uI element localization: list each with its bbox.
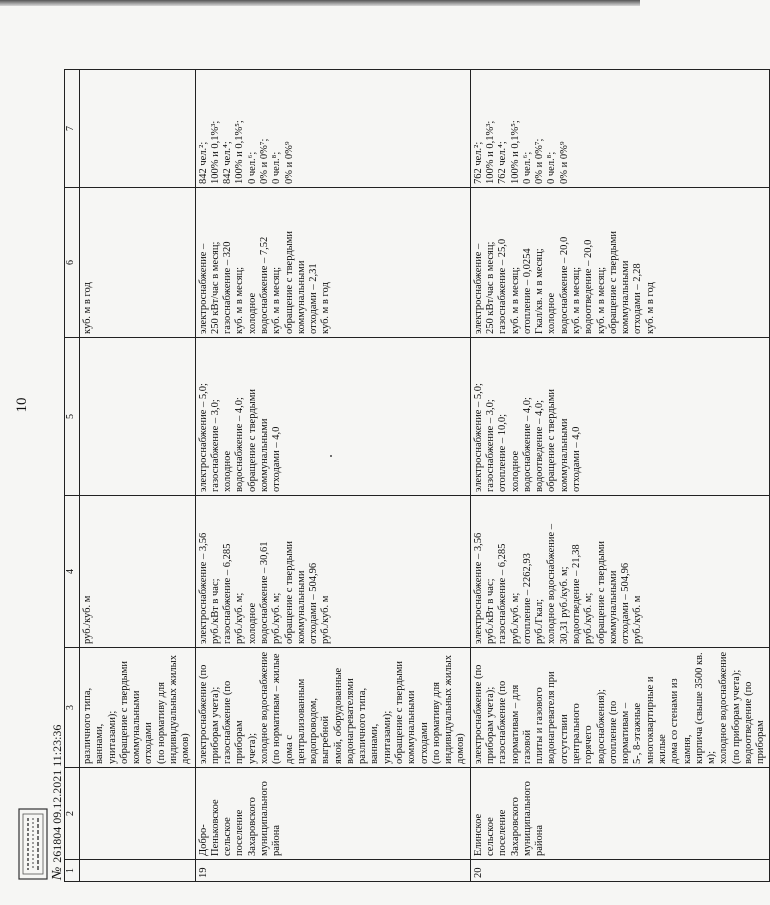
- cell-growth-index: [80, 338, 196, 496]
- cell-growth-index: электроснабжение – 5,0; газоснабжение – 3,0; отопление – 10,0; холодное водоснабжение – 4,0; водоотведение – 4,0; обращение с твердыми коммунальными отходами – 4,0: [470, 338, 770, 496]
- cell-population-share: [80, 70, 196, 188]
- header-cell-7: 7: [65, 70, 80, 188]
- cell-consumption: электроснабжение – 250 кВт/час в месяц; газоснабжение – 320 куб. м в месяц; холодное водоснабжение – 7,52 куб. м в месяц; обращение с твердыми коммунальными отходами – 2,31 куб. м в год: [195, 188, 470, 338]
- header-cell-3: 3: [65, 648, 80, 768]
- registry-stamp-line: [50, 725, 66, 880]
- table-row-continuation: [80, 70, 196, 882]
- cell-population-share: 842 чел.²; 100% и 0,1%³; 842 чел.⁴; 100% и 0,1%⁵; 0 чел.⁶; 0% и 0%⁷; 0 чел.⁸; 0% и 0%⁹: [195, 70, 470, 188]
- cell-services: электроснабжение (по приборам учета); газоснабжение (по нормативам – для газовой плиты и газового водонагревателя при отсутствии центрального горячего водоснабжения); отопление (по нормативам – 5-, 8-этажные многоквартирные и жилые дома со стенами из камня, кирпича (свыше 3500 кв. м); холодное водоснабжение (по приборам учета); водоотведение (по приборам: [470, 648, 770, 768]
- table-header-row: [65, 70, 80, 882]
- number-sign: №: [50, 866, 65, 880]
- cell-consumption: электроснабжение – 250 кВт/час в месяц; газоснабжение – 25,0 куб. м в месяц; отопление – 0,0254 Гкал/кв. м в месяц; холодное водоснабжение – 20,0 куб. м в месяц; водоотведение – 20,0 куб. м в месяц; обращение с твердыми коммунальными отходами – 2,28 куб. м в год: [470, 188, 770, 338]
- scan-speck: [330, 455, 332, 457]
- header-cell-4: 4: [65, 496, 80, 648]
- rotated-table-container: [64, 70, 767, 882]
- cell-tariffs: руб./куб. м: [80, 496, 196, 648]
- cell-growth-index: электроснабжение – 5,0; газоснабжение – 3,0; холодное водоснабжение – 4,0; обращение с твердыми коммунальными отходами – 4,0: [195, 338, 470, 496]
- cell-number: 20: [470, 860, 770, 882]
- header-cell-2: 2: [65, 768, 80, 860]
- cell-settlement: Добро- Пеньковское сельское поселение Захаровского муниципального района: [195, 768, 470, 860]
- header-cell-5: 5: [65, 338, 80, 496]
- cell-population-share: 762 чел.²; 100% и 0,1%³; 762 чел.⁴; 100% и 0,1%⁵; 0 чел.⁶; 0% и 0%⁷; 0 чел.⁸; 0% и 0%⁹: [470, 70, 770, 188]
- header-cell-6: 6: [65, 188, 80, 338]
- header-cell-1: 1: [65, 860, 80, 882]
- registration-stamp-icon: [18, 808, 48, 880]
- table-row-19: [195, 70, 470, 882]
- tariff-table: [64, 69, 770, 882]
- cell-tariffs: электроснабжение – 3,56 руб./кВт в час; газоснабжение – 6,285 руб./куб. м; холодное водоснабжение – 30,61 руб./куб. м; обращение с твердыми коммунальными отходами – 504,96 руб./куб. м: [195, 496, 470, 648]
- cell-settlement: [80, 768, 196, 860]
- page-number: 10: [14, 397, 30, 413]
- registry-number-datetime: 261804 09.12.2021 11:23:36: [50, 724, 64, 863]
- table-row-20: [470, 70, 770, 882]
- cell-tariffs: электроснабжение – 3,56 руб./кВт в час; газоснабжение – 6,285 руб./куб. м; отопление – 2262,93 руб./Гкал; холодное водоснабжение – 30,31 руб./куб. м; водоотведение – 21,38 руб./куб. м; обращение с твердыми коммунальными отходами – 504,96 руб./куб. м: [470, 496, 770, 648]
- cell-consumption: куб. м в год: [80, 188, 196, 338]
- cell-services: электроснабжение (по приборам учета); газоснабжение (по приборам учета); холодное водоснабжение (по нормативам – жилые дома с централизованным водопроводом, выгребной ямой, оборудованные водонагревателями различного типа, ваннами, унитазами); обращение с твердыми коммунальными отходами (по нормативу для индивидуальных жилых домов): [195, 648, 470, 768]
- cell-services: различного типа, ваннами, унитазами); обращение с твердыми коммунальными отходами (по нормативу для индивидуальных жилых домов): [80, 648, 196, 768]
- cell-number: [80, 860, 196, 882]
- cell-number: 19: [195, 860, 470, 882]
- cell-settlement: Елинское сельское поселение Захаровского муниципального района: [470, 768, 770, 860]
- scan-edge: [0, 0, 640, 6]
